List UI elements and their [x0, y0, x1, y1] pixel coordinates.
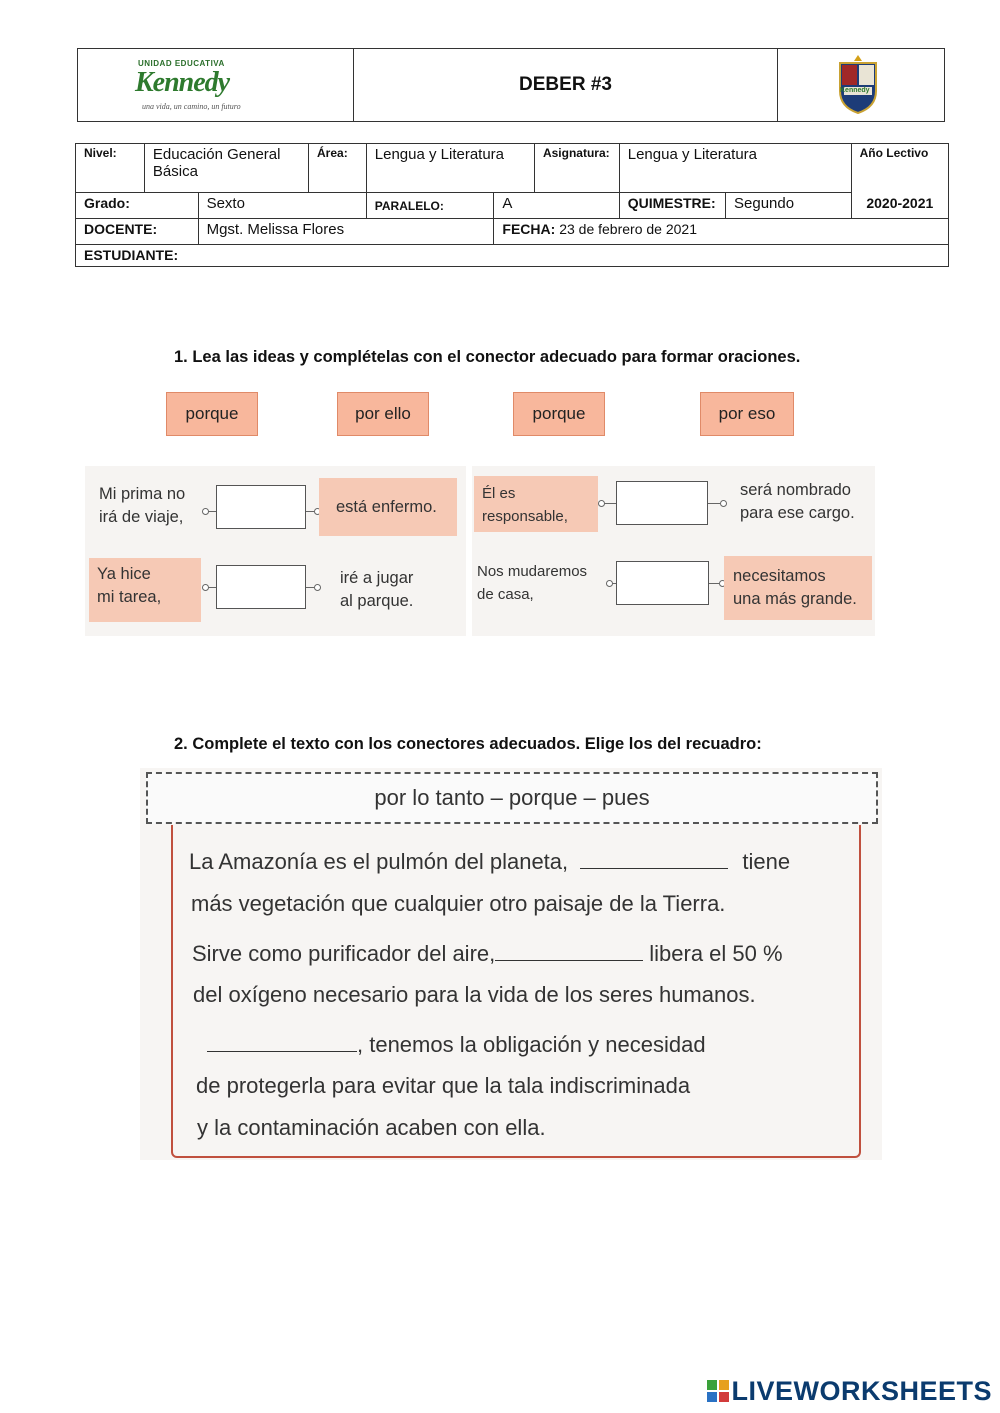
ex2-line-5: , tenemos la obligación y necesidad [207, 1032, 706, 1058]
fecha-value: 23 de febrero de 2021 [559, 221, 697, 237]
area-value: Lengua y Literatura [366, 144, 534, 193]
fecha-cell [494, 219, 949, 245]
s4-end: necesitamos una más grande. [733, 567, 857, 608]
ex2-line-4: del oxígeno necesario para la vida de los seres humanos. [193, 982, 756, 1007]
ex1-panel [85, 466, 875, 636]
answer-box-4[interactable] [616, 561, 709, 605]
liveworksheets-logo: LIVEWORKSHEETS [707, 1376, 992, 1407]
ex2-line-3: Sirve como purificador del aire, libera el 50 % [192, 941, 783, 966]
s4-start: Nos mudaremos de casa, [477, 563, 588, 603]
quimestre-value: Segundo [726, 193, 852, 219]
docente-value: Mgst. Melissa Flores [198, 219, 494, 245]
grado-label: Grado: [76, 193, 199, 219]
nivel-value: Educación General Básica [144, 144, 308, 193]
blank-1[interactable] [580, 850, 728, 869]
crest-icon [836, 53, 880, 115]
asignatura-value: Lengua y Literatura [619, 144, 851, 193]
anio-value: 2020-2021 [851, 193, 948, 219]
crest-text: Kennedy [840, 87, 870, 94]
quimestre-label: QUIMESTRE: [619, 193, 725, 219]
grado-value: Sexto [198, 193, 366, 219]
ex1-instruction: 1. Lea las ideas y complételas con el conector adecuado para formar oraciones. [174, 348, 801, 366]
school-crest [777, 49, 944, 121]
ex2-line-7: y la contaminación acaben con ella. [197, 1115, 546, 1140]
header-box [77, 48, 945, 122]
nivel-label: Nivel: [76, 144, 145, 193]
school-logo [78, 49, 354, 121]
anio-label: Año Lectivo [851, 144, 948, 193]
area-label: Área: [309, 144, 367, 193]
s1-end: está enfermo. [336, 498, 437, 516]
s3-end: iré a jugar al parque. [340, 569, 414, 610]
ex2-line-6: de protegerla para evitar que la tala indiscriminada [196, 1073, 691, 1098]
ex2-line-2: más vegetación que cualquier otro paisaje de la Tierra. [191, 891, 726, 916]
connector-chip-1[interactable]: porque [166, 392, 258, 436]
liveworksheets-icon [707, 1378, 729, 1400]
blank-2[interactable] [495, 942, 643, 961]
logo-unit-text: UNIDAD EDUCATIVA [138, 59, 225, 68]
blank-3[interactable] [207, 1033, 357, 1052]
paralelo-value: A [494, 193, 619, 219]
estudiante-label: ESTUDIANTE: [84, 247, 179, 263]
s3-start: Ya hice mi tarea, [97, 565, 162, 606]
s2-start: Él es responsable, [482, 485, 568, 525]
ex2-options-box: por lo tanto – porque – pues [146, 772, 878, 824]
fecha-label: FECHA: [502, 221, 556, 237]
logo-name: Kennedy [135, 67, 230, 98]
ex2-line-1: La Amazonía es el pulmón del planeta, tiene [189, 849, 791, 874]
answer-box-1[interactable] [216, 485, 306, 529]
asignatura-label: Asignatura: [534, 144, 619, 193]
answer-box-2[interactable] [616, 481, 708, 525]
s2-end: será nombrado para ese cargo. [740, 481, 855, 522]
paralelo-label: PARALELO: [366, 193, 494, 219]
connector-chip-4[interactable]: por eso [700, 392, 794, 436]
answer-box-3[interactable] [216, 565, 306, 609]
connector-chip-3[interactable]: porque [513, 392, 605, 436]
logo-motto: una vida, un camino, un futuro [142, 102, 241, 111]
ex2-instruction: 2. Complete el texto con los conectores adecuados. Elige los del recuadro: [174, 735, 762, 753]
docente-label: DOCENTE: [76, 219, 199, 245]
page-title: DEBER #3 [519, 74, 612, 95]
connector-chip-2[interactable]: por ello [337, 392, 429, 436]
estudiante-field[interactable] [76, 245, 949, 267]
s1-start: Mi prima no irá de viaje, [99, 485, 186, 526]
info-table [75, 143, 949, 267]
